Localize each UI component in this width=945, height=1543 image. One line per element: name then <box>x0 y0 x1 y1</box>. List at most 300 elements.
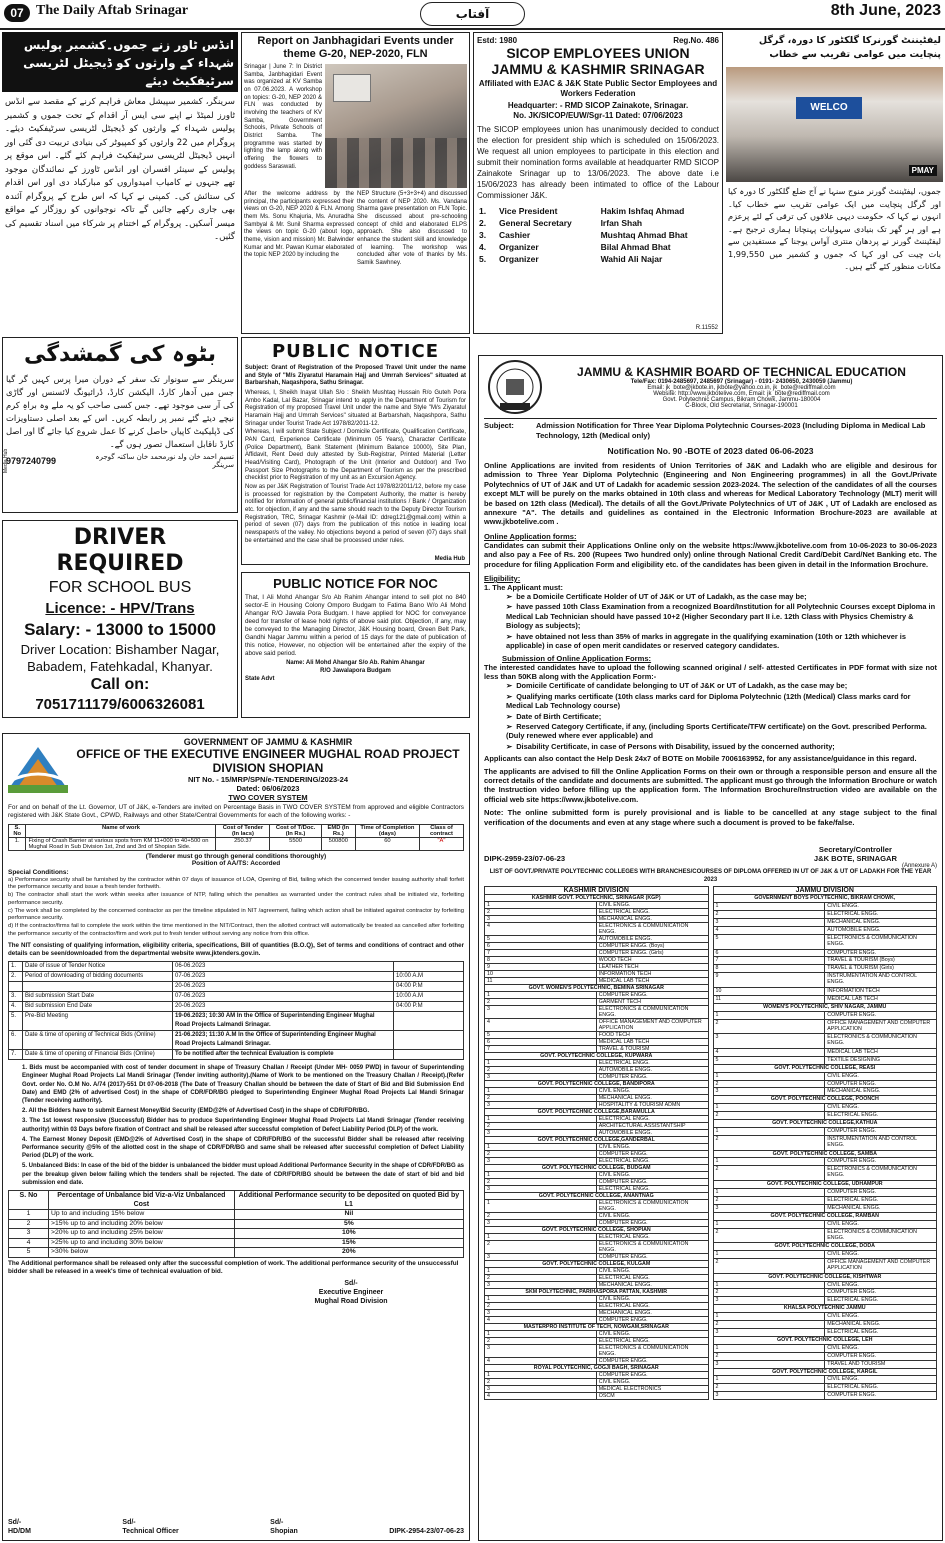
bote-notification <box>478 355 943 1541</box>
schedule-no: 4. <box>9 1002 23 1012</box>
bote-dipk: DIPK-2959-23/07-06-23 <box>484 854 566 864</box>
college-name-row <box>485 1109 709 1116</box>
branch-row <box>485 1338 709 1345</box>
officer-row <box>477 253 719 265</box>
newspaper-logo: آفتاب <box>420 2 525 26</box>
branch-no: 5 <box>713 934 825 949</box>
branch-name: OFFICE MANAGEMENT AND COMPUTER APPLICATION <box>596 1019 708 1032</box>
branch-row <box>485 1372 709 1379</box>
kashmir-division-head: KASHMIR DIVISION <box>485 887 709 895</box>
schedule-label: Date & time of opening of Technical Bids (Online) <box>23 1031 173 1050</box>
branch-row <box>485 971 709 978</box>
branch-name: COMPUTER ENGG. <box>825 1080 937 1088</box>
sicop-ref-code: R.11552 <box>695 325 718 331</box>
foot-technical-officer: Technical Officer <box>122 1528 179 1535</box>
college-name-row <box>485 985 709 992</box>
branch-no: 2 <box>713 1258 825 1273</box>
branch-row <box>713 1128 937 1136</box>
officer-no: 5. <box>479 254 487 264</box>
tender-clause: 5. Unbalanced Bids: In case of the bid of the bidder is unbalanced the bidder must upload Additional Performance Security in the shape of CDR/FDR/BG as per the breakup given below failing which the tenders shall be rejected. The date of CDR/FDR/BG should be between the date of start of bid and bid submission end date. <box>22 1163 464 1186</box>
college-name-row <box>485 1324 709 1331</box>
issue-date: 8th June, 2023 <box>830 2 941 19</box>
sicop-affiliation: Affiliated with EJAC & J&K State Public Sector Employees and Workers Federation <box>478 79 718 98</box>
schedule-row <box>9 1012 464 1031</box>
branch-row <box>713 1056 937 1064</box>
urdu-story-lg-visit <box>726 32 943 352</box>
branch-row <box>485 1060 709 1067</box>
driver-licence: Licence: - HPV/Trans <box>45 600 195 617</box>
branch-no: 2 <box>713 1321 825 1329</box>
branch-name: ELECTRONICS & COMMUNICATION ENGG. <box>596 1006 708 1019</box>
branch-no: 3 <box>485 1158 597 1165</box>
signature-ee: Executive Engineer <box>318 1288 384 1296</box>
branch-name: CIVIL ENGG. <box>825 1072 937 1080</box>
schedule-row <box>9 962 464 972</box>
branch-no: 2 <box>713 1228 825 1243</box>
works-table <box>8 824 464 851</box>
college-name-row <box>713 1120 937 1128</box>
driver-required-ad <box>2 520 238 718</box>
branch-row <box>713 1384 937 1392</box>
works-col-head: Name of work <box>26 824 216 837</box>
schedule-date: 06-06.2023 <box>173 962 394 972</box>
public-notice-title: PUBLIC NOTICE <box>271 341 440 362</box>
branch-row <box>485 1032 709 1039</box>
officer-row <box>477 241 719 253</box>
college-name: GOVT. POLYTECHNIC COLLEGE, LEH <box>713 1336 937 1344</box>
branch-no: 2 <box>485 1241 597 1254</box>
officer-no: 1. <box>479 206 487 216</box>
bote-note: Note: The online submitted form is purely provisional and is liable to be cancelled at any stage subject to the final verification of the documents and even at any stage where such a document is proved to be fake/false. <box>484 808 937 827</box>
eligibility-item-text: have passed 10th Class Examination from a recognized Board/Institution for all Polytechnic Courses except Diploma in Medical Lab Technician should have passed 10+2 (Higher Secondary part II i.e. 12th Class with Physics Chemistry & Biology as subjects); <box>506 602 936 631</box>
branch-row <box>485 1019 709 1032</box>
college-name-row <box>485 895 709 902</box>
branch-name: CIVIL ENGG. <box>825 1281 937 1289</box>
tender-clause: 2. All the Bidders have to submit Earnest Money/Bid Security (EMD@2% of Advertised Cost) in the shape of CDR/FDR/BG. <box>22 1108 370 1115</box>
missing-signoff: تسیم احمد خان ولد نورمحمد خان ساکنہ گوجرہ سرینگر <box>95 453 234 469</box>
branch-no: 2 <box>485 1151 597 1158</box>
branch-no: 1 <box>485 1268 597 1275</box>
eligibility-item <box>506 592 937 601</box>
branch-name: WOOD TECH <box>596 957 708 964</box>
branch-name: MECHANICAL ENGG. <box>825 919 937 927</box>
branch-no: 1 <box>485 1088 597 1095</box>
sicop-body: The SICOP employees union has unanimously decided to conduct the election for president ship which is scheduled on 15/06/2023. We request all union employees to participate in this election and submit their nomination forms available at headquarter RMD SICOP Zainakote Srinagar up to 13/06/2023. The above date i.e 15/06/2023 has already been intimated to office of the Labour Commissioner J&K. <box>477 125 719 200</box>
unbal-cell: 1 <box>9 1210 49 1220</box>
branch-no: 3 <box>713 1034 825 1049</box>
branch-name: OSCM <box>596 1393 708 1400</box>
college-list-title: LIST OF GOVT./PRIVATE POLYTECHNIC COLLEGES WITH BRANCHES/COURSES OF DIPLOMA OFFERED IN UT OF J&K & UT OF LADAKH FOR THE YEAR 2023 <box>489 869 932 883</box>
eligibility-item-text: have obtained not less than 35% of marks in aggregate in the qualifying examination (10th or 12th whichever is applicable) in case of open merit candidates or reserved category candidates. <box>506 631 906 651</box>
branch-no: 3 <box>485 1102 597 1109</box>
schedule-label: Period of downloading of bidding documents <box>23 972 173 982</box>
driver-location: Driver Location: Bishamber Nagar, Babadem, Fatehkadal, Khanyar. <box>20 642 220 674</box>
branch-row <box>485 1296 709 1303</box>
schedule-time <box>394 1031 464 1050</box>
schedule-no: 7. <box>9 1050 23 1060</box>
branch-name: TRAVEL & TOURISM <box>596 1046 708 1053</box>
college-name-row <box>485 1289 709 1296</box>
branch-row <box>485 1275 709 1282</box>
branch-no: 3 <box>485 1006 597 1019</box>
special-condition: c) The work shall be completed by the concerned contractor as per the timeline stipulated in NIT /agreement, failing which action shall be initiated against contractor by forfeiting performance security. <box>8 907 464 922</box>
officer-no: 4. <box>479 242 487 252</box>
works-cell: "A" <box>419 837 463 850</box>
branch-row <box>713 1321 937 1329</box>
branch-name: MECHANICAL ENGG. <box>596 1282 708 1289</box>
works-cell: 5500 <box>270 837 321 850</box>
branch-no: 1 <box>485 1296 597 1303</box>
works-col-head: EMD (In Rs.) <box>321 824 355 837</box>
annexure-label: (Annexure A) <box>901 863 937 870</box>
branch-no: 2 <box>485 909 597 916</box>
branch-no: 3 <box>485 1220 597 1227</box>
unbal-cell: 5% <box>234 1219 463 1229</box>
submission-item <box>506 692 937 711</box>
submission-title: Submission of Online Application Forms: <box>502 653 652 663</box>
branch-name: COMPUTER ENGG. <box>596 1372 708 1379</box>
branch-name: ELECTRONICS & COMMUNICATION ENGG. <box>596 923 708 936</box>
branch-no: 5 <box>713 1056 825 1064</box>
urdu-headline: انڈس ٹاور زنے جموں۔کشمیر پولیس شہداء کے وارثوں کو ڈیجیٹل لٹریسی سرٹیفکیٹ دیئے <box>2 32 238 92</box>
branch-no: 2 <box>485 1213 597 1220</box>
branch-row <box>485 1379 709 1386</box>
bullet-icon: ➢ <box>506 691 513 701</box>
bote-address-1: Govt. Polytechnic Campus, Bikram Chowk, Jammu-180004 <box>662 397 821 403</box>
branch-name: COMPUTER ENGG. <box>596 1220 708 1227</box>
branch-row <box>485 936 709 943</box>
branch-row <box>713 1112 937 1120</box>
branch-name: ARCHITECTURAL ASSISTANTSHIP <box>596 1123 708 1130</box>
branch-name: OFFICE MANAGEMENT AND COMPUTER APPLICATION <box>825 1258 937 1273</box>
branch-no: 3 <box>485 1282 597 1289</box>
works-col-head: S. No <box>9 824 26 837</box>
unbal-cell: 20% <box>234 1248 463 1258</box>
branch-row <box>713 1297 937 1305</box>
noc-signed: Name: Ali Mohd Ahangar S/o Ab. Rahim Ahangar <box>286 660 425 667</box>
schedule-date: 20-06.2023 <box>173 1002 394 1012</box>
college-name: GOVT. POLYTECHNIC COLLEGE, UDHAMPUR <box>713 1181 937 1189</box>
schedule-label: Bid submission Start Date <box>23 992 173 1002</box>
college-name-row <box>713 1212 937 1220</box>
branch-name: CIVIL ENGG. <box>596 1172 708 1179</box>
bote-website: Website: http://www.jkbotelive.com, Email: jk_bote@rediffmail.com <box>653 391 830 397</box>
branch-row <box>713 1220 937 1228</box>
branch-row <box>485 902 709 909</box>
branch-name: ELECTRONICS & COMMUNICATION ENGG. <box>825 1166 937 1181</box>
bote-notification-no: Notification No. 90 -BOTE of 2023 dated 06-06-2023 <box>607 446 814 456</box>
branch-no: 10 <box>713 987 825 995</box>
college-name: GOVT. POLYTECHNIC COLLEGE, SAMBA <box>713 1150 937 1158</box>
branch-no: 2 <box>713 1384 825 1392</box>
branch-name: INSTRUMENTATION AND CONTROL ENGG. <box>825 1135 937 1150</box>
branch-no: 3 <box>485 1074 597 1081</box>
college-name: KASHMIR GOVT. POLYTECHNIC, SRINAGAR (KGP) <box>485 895 709 902</box>
noc-footer: State Advt <box>245 675 275 682</box>
eligibility-item-text: be a Domicile Certificate Holder of UT of J&K or UT of Ladakh, as the case may be; <box>516 592 807 602</box>
bullet-icon: ➢ <box>506 721 513 731</box>
college-name-row <box>713 1064 937 1072</box>
college-name-row <box>485 1165 709 1172</box>
college-name: KHALSA POLYTECHNIC JAMMU <box>713 1305 937 1313</box>
submission-item <box>506 712 937 721</box>
branch-row <box>713 1088 937 1096</box>
branch-row <box>485 1254 709 1261</box>
branch-row <box>485 1172 709 1179</box>
branch-no: 4 <box>713 1048 825 1056</box>
jammu-division-head: JAMMU DIVISION <box>713 887 937 895</box>
branch-row <box>485 1046 709 1053</box>
schedule-label <box>23 982 173 992</box>
branch-row <box>713 1329 937 1337</box>
jammu-division-table <box>713 886 938 1400</box>
branch-no: 2 <box>485 1379 597 1386</box>
sicop-title-2: JAMMU & KASHMIR SRINAGAR <box>491 61 705 77</box>
branch-name: HOSPITALITY & TOURISM ADMN <box>596 1102 708 1109</box>
schedule-time: 04:00 P.M <box>394 982 464 992</box>
branch-row <box>713 1360 937 1368</box>
public-notice-footer: Media Hub <box>434 556 465 562</box>
schedule-no: 5. <box>9 1012 23 1031</box>
works-col-head: Class of contract <box>419 824 463 837</box>
branch-row <box>485 978 709 985</box>
submission-item-text: Disability Certificate, in case of Persons with Disability, issued by the concerned authority; <box>516 741 835 751</box>
college-list <box>484 886 937 1400</box>
nit-note: The NIT consisting of qualifying information, eligibility criteria, specifications, Bill of quantities (B.O.Q), Set of terms and conditions of contract and other details can be seen/downloaded from the departmental website www.jktenders.gov.in. <box>8 942 464 958</box>
college-name-row <box>713 895 937 903</box>
schedule-row <box>9 1050 464 1060</box>
missing-body: سرینگر سے سونوار تک سفر کے دوران میرا پرس کہیں گر گیا جس میں آدھار کارڈ، الیکشن کارڈ، ڈرائیونگ لائسنس اور گاڑی کی آر سی موجود تھے۔ جس کسی صاحب کو یہ ملے وہ براہِ کرم نیچے دیئے گئے نمبر پر رابطہ کریں۔ اس کے بعد اصلی دستاویزات کی ڈپلیکیٹ کاپیاں حاصل کرنے کا عمل شروع کیا جائے گا اور اصل کارڈ ناقابل استعمال تصور ہوں گے۔ <box>6 374 234 449</box>
branch-name: ELECTRONICS & COMMUNICATION ENGG. <box>596 1345 708 1358</box>
branch-no: 6 <box>485 943 597 950</box>
unbal-col-head: S. No <box>9 1191 49 1210</box>
missing-headline: بٹوہ کی گمشدگی <box>24 342 216 367</box>
branch-name: ELECTRICAL ENGG. <box>825 1297 937 1305</box>
missing-phone: 9797240799 <box>6 456 57 466</box>
branch-row <box>485 909 709 916</box>
officer-post: Organizer <box>499 242 539 252</box>
bote-subject-label: Subject: <box>484 421 514 430</box>
branch-no: 1 <box>713 1281 825 1289</box>
schedule-table <box>8 961 464 1060</box>
urdu-headline-2: لیفٹیننٹ گورنرکا گلکٹور کا دورہ، گرگل پنچایت میں عوامی تقریب سے خطاب <box>758 35 941 60</box>
branch-no: 1 <box>713 1072 825 1080</box>
college-name: GOVT. POLYTECHNIC COLLEGE, BANDIPORA <box>485 1081 709 1088</box>
unbal-col-head: Percentage of Unbalance bid Viz-a-Viz Unbalanced Cost <box>49 1191 235 1210</box>
branch-no: 9 <box>713 973 825 988</box>
branch-no: 7 <box>485 1046 597 1053</box>
college-name-row <box>713 1150 937 1158</box>
branch-row <box>713 927 937 935</box>
branch-row <box>485 1213 709 1220</box>
branch-row <box>713 1352 937 1360</box>
branch-no: 3 <box>713 1297 825 1305</box>
officer-name: Irfan Shah <box>600 218 643 228</box>
college-name-row <box>713 1003 937 1011</box>
driver-line-1: FOR SCHOOL BUS <box>48 579 192 596</box>
branch-no: 3 <box>485 916 597 923</box>
schedule-no: 3. <box>9 992 23 1002</box>
college-name-row <box>485 1261 709 1268</box>
college-name: SKM POLYTECHNIC, PARIHASPORA PATTAN, KASHMIR <box>485 1289 709 1296</box>
branch-row <box>713 965 937 973</box>
branch-row <box>485 1067 709 1074</box>
branch-name: MECHANICAL ENGG. <box>596 1095 708 1102</box>
branch-row <box>485 1039 709 1046</box>
works-cell: 1. <box>9 837 26 850</box>
branch-no: 6 <box>713 949 825 957</box>
college-name: MASTERPRO INSTITUTE OF TECH, NOWGAM,SRINAGAR <box>485 1324 709 1331</box>
branch-row <box>713 995 937 1003</box>
officer-row <box>477 229 719 241</box>
branch-name: AUTOMOBILE ENGG. <box>596 1067 708 1074</box>
branch-no: 7 <box>485 950 597 957</box>
branch-no: 5 <box>485 936 597 943</box>
branch-name: AUTOMOBILE ENGG. <box>825 927 937 935</box>
branch-no: 4 <box>485 923 597 936</box>
college-name-row <box>713 1273 937 1281</box>
bote-board-name: JAMMU & KASHMIR BOARD OF TECHNICAL EDUCATION <box>577 365 906 379</box>
branch-no: 3 <box>713 919 825 927</box>
tender-office: OFFICE OF THE EXECUTIVE ENGINEER MUGHAL ROAD PROJECT <box>76 747 460 761</box>
sicop-reg-no: Reg.No. 486 <box>673 36 719 45</box>
branch-row <box>485 1102 709 1109</box>
foot-hd-dm: HD/DM <box>8 1528 31 1535</box>
works-cell: 500800 <box>321 837 355 850</box>
branch-name: CIVIL ENGG. <box>825 1376 937 1384</box>
branch-row <box>485 1220 709 1227</box>
bullet-icon: ➢ <box>506 602 513 612</box>
public-notice-body-2: Whereas, I will submit State Subject / Domicile Certificate, Qualification Certificate, PAN Card, Experience Certificate (Minimum 05 Years), Character Certificate (Police Department), Bank Statement (Minimum Balance 10000), Site Plan, Affidavit, Rent Deed duly attested by Sub-Registrar, Printed Material (Letter Head/Visiting Card), Photograph of the Unit (Interior and Outdoor) and Two Passport Size Photographs to the Department of Tourism as per the prescribed checklist prior to Registration of my unit as an Excursion Agency. <box>245 429 466 482</box>
branch-name: ELECTRICAL ENGG. <box>596 1060 708 1067</box>
officer-row <box>477 217 719 229</box>
officer-post: General Secretary <box>499 218 572 228</box>
branch-no: 5 <box>485 1032 597 1039</box>
noc-notice <box>241 572 470 718</box>
college-name: GOVERNMENT BOYS POLYTECHNIC, BIKRAM CHOWK, <box>713 895 937 903</box>
branch-row <box>485 1095 709 1102</box>
branch-name: COMPUTER ENGG. <box>596 1317 708 1324</box>
college-name-row <box>485 1193 709 1200</box>
sicop-title-1: SICOP EMPLOYEES UNION <box>506 45 690 61</box>
branch-no: 1 <box>713 1313 825 1321</box>
foot-sd-2: Sd/- <box>122 1519 136 1526</box>
submission-item <box>506 681 937 690</box>
unbal-cell: >20% up to and including 25% below <box>49 1229 235 1239</box>
missing-side-label: Media Hub <box>3 448 9 473</box>
branch-no: 1 <box>713 903 825 911</box>
college-name: GOVT. POLYTECHNIC COLLEGE, SHOPIAN <box>485 1227 709 1234</box>
branch-no: 1 <box>485 1060 597 1067</box>
branch-name: TEXTILE DESIGNING <box>825 1056 937 1064</box>
branch-row <box>485 1393 709 1400</box>
branch-name: CIVIL ENGG. <box>596 902 708 909</box>
page-number: 07 <box>4 4 30 22</box>
officer-name: Bilal Ahmad Bhat <box>600 242 671 252</box>
branch-name: ELECTRICAL ENGG. <box>825 1384 937 1392</box>
college-name: GOVT. POLYTECHNIC COLLEGE,GANDERBAL <box>485 1137 709 1144</box>
branch-row <box>713 973 937 988</box>
branch-name: MEDICAL LAB TECH <box>825 995 937 1003</box>
eligibility-list <box>506 592 937 650</box>
branch-row <box>485 1144 709 1151</box>
branch-no: 3 <box>713 1360 825 1368</box>
branch-name: ELECTRICAL ENGG. <box>596 1234 708 1241</box>
branch-row <box>713 1011 937 1019</box>
branch-row <box>713 1034 937 1049</box>
driver-salary: Salary: - 13000 to 15000 <box>24 620 216 639</box>
college-name: GOVT. POLYTECHNIC COLLEGE, ANANTNAG <box>485 1193 709 1200</box>
branch-no: 1 <box>485 1172 597 1179</box>
branch-row <box>485 1358 709 1365</box>
branch-row <box>485 1386 709 1393</box>
unbal-note: The Additional performance shall be released only after the successful completion of work. The additional performance security of the unsuccessful bidder shall be released in a week's time of technical evaluation of bid. <box>8 1259 459 1275</box>
schedule-date: 07-06.2023 <box>173 992 394 1002</box>
branch-no: 10 <box>485 971 597 978</box>
submission-item <box>506 722 937 741</box>
branch-row <box>713 1158 937 1166</box>
branch-no: 1 <box>485 1234 597 1241</box>
position-value: Accorded <box>250 859 281 867</box>
branch-no: 2 <box>713 1166 825 1181</box>
branch-no: 3 <box>713 1329 825 1337</box>
branch-no: 2 <box>485 1179 597 1186</box>
branch-no: 1 <box>713 1188 825 1196</box>
branch-row <box>713 1080 937 1088</box>
janbhagidari-report <box>241 32 470 334</box>
branch-row <box>713 987 937 995</box>
works-col-head: Cost of T/Doc. (In Rs.) <box>270 824 321 837</box>
branch-no: 3 <box>713 1392 825 1400</box>
branch-no: 3 <box>485 1186 597 1193</box>
branch-row <box>713 1019 937 1034</box>
branch-row <box>713 1048 937 1056</box>
schedule-time: 10:00 A.M <box>394 972 464 982</box>
branch-name: INFORMATION TECH <box>825 987 937 995</box>
branch-row <box>713 1228 937 1243</box>
branch-no: 1 <box>485 1116 597 1123</box>
branch-name: OFFICE MANAGEMENT AND COMPUTER APPLICATION <box>825 1019 937 1034</box>
college-name-row <box>713 1243 937 1251</box>
college-name-row <box>485 1053 709 1060</box>
branch-row <box>713 1258 937 1273</box>
bullet-icon: ➢ <box>506 631 513 641</box>
branch-name: ELECTRICAL ENGG. <box>596 1275 708 1282</box>
branch-row <box>485 1088 709 1095</box>
unbal-col-head: Additional Performance security to be deposited on quoted Bid by L1 <box>234 1191 463 1210</box>
branch-name: INSTRUMENTATION AND CONTROL ENGG. <box>825 973 937 988</box>
branch-row <box>713 1072 937 1080</box>
janbhagidari-headline: Report on Janbhagidari Events under theme G-20, NEP-2020, FLN <box>257 35 454 60</box>
branch-row <box>485 943 709 950</box>
driver-title: DRIVER REQUIRED <box>56 525 184 576</box>
branch-name: CIVIL ENGG. <box>596 1379 708 1386</box>
unbal-row <box>9 1229 464 1239</box>
branch-row <box>485 923 709 936</box>
signature-division: Mughal Road Division <box>314 1297 388 1305</box>
branch-name: ELECTRICAL ENGG. <box>825 1112 937 1120</box>
unbal-cell: Nil <box>234 1210 463 1220</box>
branch-no: 1 <box>713 1104 825 1112</box>
branch-row <box>713 1104 937 1112</box>
branch-no: 1 <box>713 1344 825 1352</box>
college-name: GOVT. POLYTECHNIC COLLEGE,KATHUA <box>713 1120 937 1128</box>
noc-body: That, I Ali Mohd Ahangar S/o Ab Rahim Ahangar intend to sell plot no 840 sector-E in Housing Colony Omporo Budgam to Fatima Bano W/o Ali Mohd Ahangar R/O Jawala Pora Budgam. I have applied for NOC for conveyance deed for transfer of lease hold rights of above said plot. Objection, if any, may be conveyed to the Managing Director, J&K Housing board, Green Belt Park, Gandhi Nagar Jammu within a period of 15 days for the date of publication of this notice, However, no objection will be entertained after the expiry of the above said period. <box>245 594 466 658</box>
branch-name: COMPUTER ENGG. <box>596 1074 708 1081</box>
tender-dated: Dated: 06/06/2023 <box>236 784 300 793</box>
branch-name: ELECTRICAL ENGG. <box>596 1186 708 1193</box>
tender-clause: 1. Bids must be accompanied with cost of tender document in shape of Treasury Challan / Receipt (Under MH- 0059 PWD) in favour of Superintending Engineer Mughal Road Projects Lal Mandi Srinagar (Tender inviting authority).(Name of Work to be mentioned on the Treasury Challan / Receipt).(Refer Govt. order No. O.M No. A/74 (2017)-551 Dt 07-06-2018 (The Date of Treasury Challan should be between the date of Start of Bid and Bid Submission End Date) and EMD (2% of advertised Cost) in the shape of CDR/FDR/BG pledged to Superintending Engineer Mughal Road Projects Lal Mandi Srinagar (Tender receiving authority). <box>22 1065 464 1104</box>
